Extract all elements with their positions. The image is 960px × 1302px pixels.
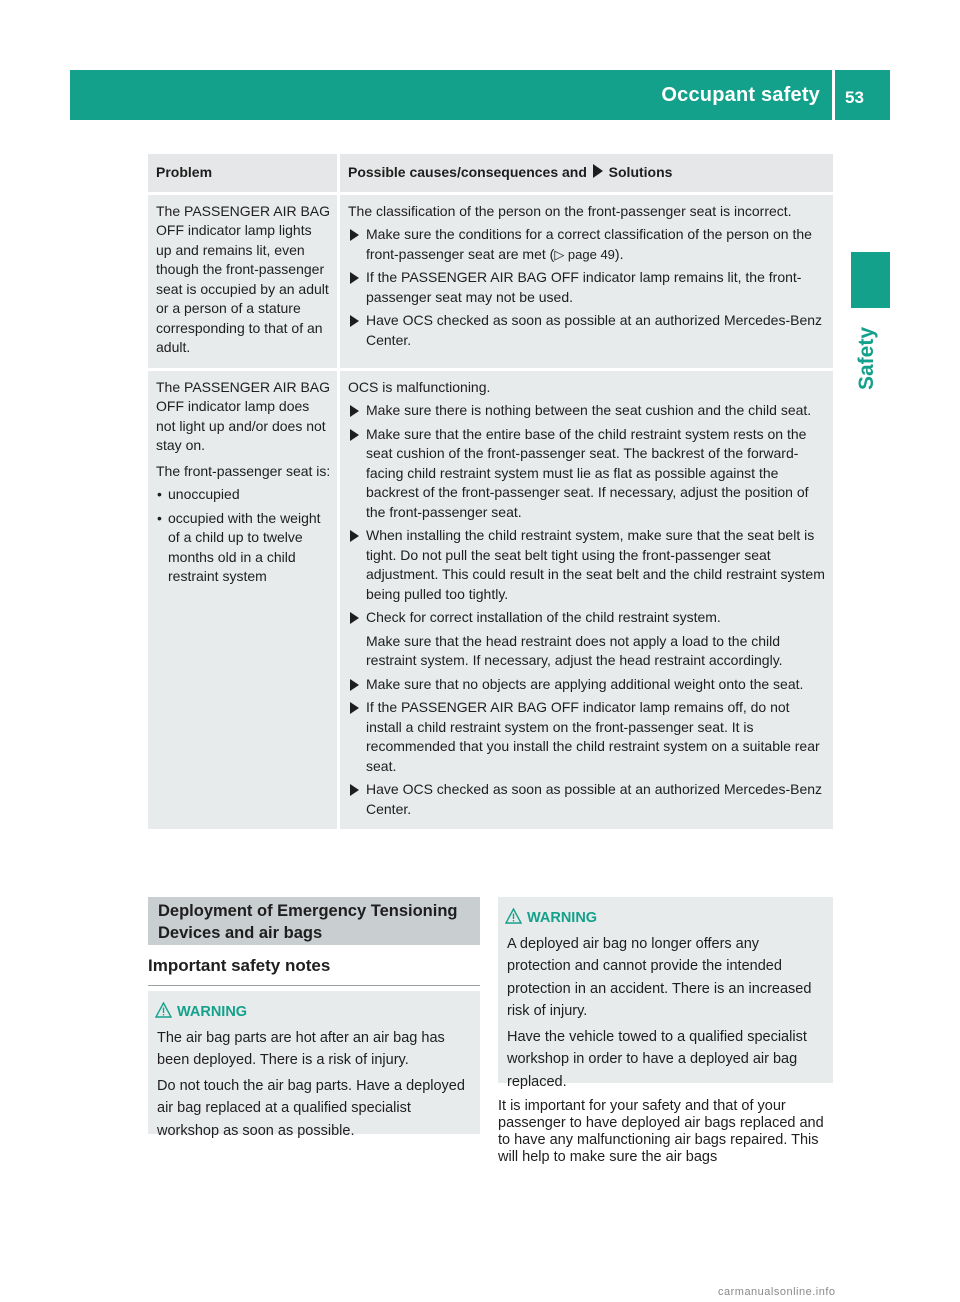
arrow-right-icon — [350, 229, 359, 241]
header-divider — [832, 70, 835, 120]
cause-text: OCS is malfunctioning. — [348, 378, 491, 395]
problem-text-seat: The front-passenger seat is: — [156, 462, 331, 479]
step-text: Make sure that no objects are applying additional weight onto the seat. — [366, 675, 804, 692]
step-text-end: ). — [614, 245, 624, 262]
section-heading — [148, 897, 480, 945]
section-heading-line1: Deployment of Emergency Tensioning — [158, 902, 458, 920]
cause-text: The classification of the person on the front-passenger seat is incorrect. — [348, 202, 792, 219]
page-number: 53 — [845, 88, 864, 107]
solution-step — [348, 311, 827, 350]
table-row — [148, 195, 833, 371]
step-text: Have OCS checked as soon as possible at an authorized Mercedes-Benz Center. — [366, 781, 823, 817]
list-item — [156, 485, 331, 505]
warning-box-right — [498, 897, 833, 1090]
list-item — [156, 509, 331, 587]
bullet-icon: • — [157, 486, 162, 502]
arrow-right-icon — [350, 702, 359, 714]
side-tab — [849, 312, 889, 392]
solution-cell — [340, 195, 833, 371]
body-paragraph: It is important for your safety and that of your passenger to have deployed air bags replaced and to have any malfunctioning air bags repaired. This will help to make sure the air bags — [498, 1098, 824, 1165]
solution-cell — [340, 371, 833, 833]
side-tab-marker — [851, 252, 890, 308]
subsection-divider — [148, 985, 480, 986]
column-header-solutions-suffix: Solutions — [608, 164, 673, 180]
warning-triangle-icon — [155, 1002, 172, 1018]
solution-step — [348, 268, 827, 307]
warning-title — [527, 907, 825, 930]
step-text: Make sure there is nothing between the seat cushion and the child seat. — [366, 402, 812, 418]
section-heading-line2: Devices and air bags — [158, 924, 323, 942]
warning-title-text: WARNING — [177, 1004, 248, 1020]
table-header-row — [148, 154, 833, 195]
warning-paragraph: Do not touch the air bag parts. Have a deployed air bag replaced at a qualified specialist workshop as soon as possible. — [157, 1077, 465, 1139]
page-section-title: Occupant safety — [661, 84, 820, 106]
column-header-solutions — [340, 154, 833, 195]
warning-triangle-icon — [505, 908, 522, 924]
step-text: Check for correct installation of the child restraint system. — [366, 609, 721, 625]
list-item-text: unoccupied — [168, 486, 240, 502]
step-text: When installing the child restraint system, make sure that the seat belt is tight. Do not pull the seat belt tight using the front-passenger seat adjustment. This could result in the seat belt and the child restraint system being pulled too tightly. — [366, 527, 825, 602]
step-text: Make sure that the entire base of the child restraint system rests on the seat cushion of the front-passenger seat. The backrest of the forward-facing child restraint system must lie as flat as possible against the backrest of the front-passenger seat. If necessary, adjust the position of the front-passenger seat. — [366, 425, 809, 520]
troubleshooting-table — [148, 154, 833, 832]
arrow-right-icon — [350, 272, 359, 284]
side-tab-label: Safety — [855, 326, 878, 390]
arrow-right-icon — [593, 164, 603, 178]
step-text: Have OCS checked as soon as possible at an authorized Mercedes-Benz Center. — [366, 312, 823, 348]
solution-step — [348, 425, 827, 523]
list-item-text: occupied with the weight of a child up to twelve months old in a child restraint system — [168, 509, 321, 584]
solution-step — [348, 780, 827, 819]
solution-step — [348, 698, 827, 776]
arrow-right-icon — [350, 315, 359, 327]
step-text: If the PASSENGER AIR BAG OFF indicator lamp remains off, do not install a child restraint system on the front-passenger seat. It is recommended that you install the child restraint system on a suitable rear seat. — [366, 699, 820, 774]
bullet-icon: • — [157, 509, 162, 526]
solution-step — [348, 225, 827, 264]
problem-cell — [148, 195, 340, 371]
solution-step — [348, 675, 827, 695]
solution-step — [348, 526, 827, 604]
table-row — [148, 371, 833, 833]
warning-paragraph: The air bag parts are hot after an air bag has been deployed. There is a risk of injury. — [157, 1029, 445, 1068]
arrow-right-icon — [350, 612, 359, 624]
warning-paragraph: A deployed air bag no longer offers any protection and cannot provide the intended protection in an accident. There is an increased risk of injury. — [507, 935, 812, 1019]
problem-text: The PASSENGER AIR BAG OFF indicator lamp lights up and remains lit, even though the front-passenger seat is occupied by an adult or a person of a stature corresponding to that of an adult. — [156, 202, 331, 355]
problem-text: The PASSENGER AIR BAG OFF indicator lamp does not light up and/or does not stay on. — [156, 378, 331, 453]
arrow-right-icon — [350, 679, 359, 691]
step-text: If the PASSENGER AIR BAG OFF indicator lamp remains lit, the front-passenger seat may not be used. — [366, 269, 802, 305]
warning-box-left — [148, 991, 480, 1139]
arrow-right-icon — [350, 429, 359, 441]
arrow-right-icon — [350, 530, 359, 542]
problem-cell — [148, 371, 340, 833]
warning-title — [177, 1001, 472, 1024]
step-text: Make sure the conditions for a correct classification of the person on the front-passenger seat are met ( — [366, 226, 812, 262]
solution-step — [348, 401, 827, 421]
step-note: Make sure that the head restraint does not apply a load to the child restraint system. If necessary, adjust the head restraint accordingly. — [366, 632, 783, 668]
column-header-solutions-prefix: Possible causes/consequences and — [348, 164, 587, 180]
footer-watermark: carmanualsonline.info — [718, 1286, 836, 1298]
warning-paragraph: Have the vehicle towed to a qualified specialist workshop in order to have a deployed air bag replaced. — [507, 1028, 807, 1090]
subsection-heading: Important safety notes — [148, 956, 331, 975]
arrow-right-icon — [350, 784, 359, 796]
solution-step — [348, 608, 827, 671]
arrow-right-icon — [350, 405, 359, 417]
page-reference-link[interactable]: ▷ page 49 — [554, 246, 615, 262]
warning-title-text: WARNING — [527, 910, 598, 926]
column-header-problem: Problem — [148, 154, 340, 195]
